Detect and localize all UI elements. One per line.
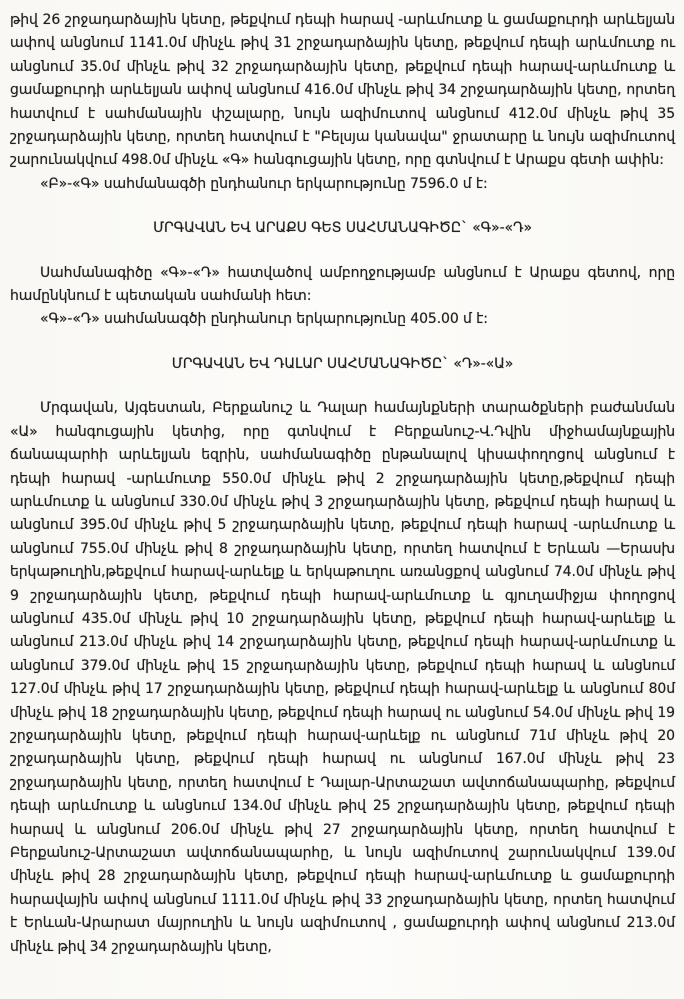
bg-total-length-statement: «Բ»-«Գ» սահմանագծի ընդհանուր երկարությունը 7596.0 մ է:: [40, 175, 488, 192]
section-heading-mrgavan-dalar: ՄՐԳԱՎԱՆ ԵՎ ԴԱԼԱՐ ՍԱՀՄԱՆԱԳԻԾԸ` «Դ»-«Ա»: [171, 355, 514, 372]
paragraph-da-boundary: Մրգավան, Այգեստան, Բերքանուշ և Դալար համայնքների տարածքների բաժանման «Ա» հանգուցային կետից, որը գտնվում է Բերքանուշ-Վ.Դվին միջհամայնքային ճանապարհի արևելյան եզրին, սահմանագիծը ընթանալով կիսափողոցով անցնում է դեպի հարավ -արևմուտք 550.0մ մինչև թիվ 2 շրջադարձային կետը,թեքվում դեպի արևմուտք և անցնում 330.0մ մինչև թիվ 3 շրջադարձային կետը, թեքվում դեպի հարավ և անցնում 395.0մ մինչև թիվ 5 շրջադարձային կետը, թեքվում դեպի հարավ -արևմուտք և անցնում 755.0մ մինչև թիվ 8 շրջադարձային կետը, որտեղ հատվում է Երևան —Երասխ երկաթուղին,թեքվում հարավ-արևելք և երկաթուղու առանցքով անցնում 74.0մ մինչև թիվ 9 շրջադարձային կետը, թեքվում դեպի հարավ-արևմուտք և գյուղամիջյա փողոցով անցնում 435.0մ մինչև թիվ 10 շրջադարձային կետը, թեքվում դեպի հարավ-արևելք և անցնում 213.0մ մինչև թիվ 14 շրջադարձային կետը, թեքվում դեպի հարավ-արևմուտք և անցնում 379.0մ մինչև թիվ 15 շրջադարձային կետը, թեքվում դեպի հարավ և անցնում 127.0մ մինչև թիվ 17 շրջադարձային կետը, թեքվում դեպի հարավ-արևելք և անցնում 80մ մինչև թիվ 18 շրջադարձային կետը, թեքվում դեպի հարավ ու անցնում 54.0մ մինչև թիվ 19 շրջադարձային կետը, թեքվում դեպի հարավ-արևելք ու անցնում 71մ մինչև թիվ 20 շրջադարձային կետը, թեքվում դեպի հարավ ու անցնում 167.0մ մինչև թիվ 23 շրջադարձային կետը, որտեղ հատվում է Դալար-Արտաշատ ավտոճանապարհը, թեքվում դեպի արևմուտք և անցնում 134.0մ մինչև թիվ 25 շրջադարձային կետը, թեքվում դեպի հարավ և անցնում 206.0մ մինչև թիվ 27 շրջադարձային կետը, որտեղ հատվում է Բերքանուշ-Արտաշատ ավտոճանապարհը, և նույն ազիմուտով շարունակվում 139.0մ մինչև թիվ 28 շրջադարձային կետը, թեքվում դեպի հարավ-արևմուտք և ցամաքուրդի հարավային ափով անցնում 1111.0մ մինչև թիվ 33 շրջադարձային կետը, որտեղ հատվում է Երևան-Արարատ մայրուղին և նույն ազիմուտով , ցամաքուրդի ափով անցնում 213.0մ մինչև թիվ 34 շրջադարձային կետը,: [10, 400, 675, 955]
paragraph-gd-boundary: Սահմանագիծը «Գ»-«Դ» հատվածով ամբողջությամբ անցնում է Արաքս գետով, որը համընկնում է պետական սահմանի հետ:: [10, 264, 675, 305]
gd-total-length-statement: «Գ»-«Դ» սահմանագծի ընդհանուր երկարությունը 405.00 մ է:: [40, 311, 488, 328]
section-heading-mrgavan-araks: ՄՐԳԱՎԱՆ ԵՎ ԱՐԱՔՍ ԳԵՏ ՍԱՀՄԱՆԱԳԻԾԸ` «Գ»-«Դ»: [153, 220, 532, 237]
paragraph-bg-boundary-continuation: թիվ 26 շրջադարձային կետը, թեքվում դեպի հարավ -արևմուտք և ցամաքուրդի արևելյան ափով անցնում 1141.0մ մինչև թիվ 31 շրջադարձային կետը, թեքվում դեպի արևմուտք ու անցնում 35.0մ մինչև թիվ 32 շրջադարձային կետը, թեքվում դեպի հարավ-արևմուտք և ցամաքուրդի արևելյան ափով անցնում 416.0մ մինչև թիվ 34 շրջադարձային կետը, որտեղ հատվում է սահմանային փշալարը, նույն ազիմուտով անցնում 412.0մ մինչև թիվ 35 շրջադարձային կետը, որտեղ հատվում է "Բելսյա կանավա" ջրատարը և նույն ազիմուտով շարունակվում 498.0մ մինչև «Գ» հանգուցային կետը, որը գտնվում է Արաքս գետի ափին:: [10, 12, 675, 169]
